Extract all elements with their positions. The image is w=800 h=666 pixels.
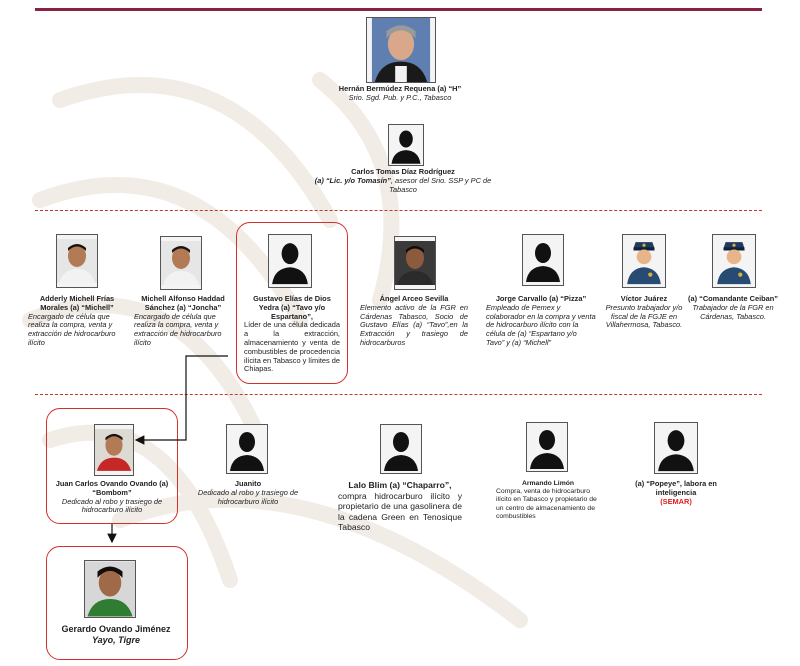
silhouette-icon	[523, 235, 563, 285]
adderly-name: Adderly Michell Frías Morales (a) “Michell”	[39, 294, 115, 312]
silhouette-icon	[389, 125, 423, 165]
police-officer-icon	[713, 235, 755, 287]
portrait-icon	[395, 237, 435, 289]
lalo-name: Lalo Blim (a) “Chaparro”,	[348, 480, 452, 490]
photo-armando	[526, 422, 568, 472]
portrait-icon	[367, 18, 435, 82]
node-ceiban	[688, 295, 778, 321]
photo-gerardo	[84, 560, 136, 618]
jorge-desc: Empleado de Pemex y colaborador en la compra y venta de hidrocarburo ilícito con la célula de (a) “Espartano y/o Tavo” y (a) “Michell”	[486, 302, 596, 347]
photo-michell	[160, 236, 202, 290]
carlos-alias: (a) “Lic. y/o Tomasín”	[314, 175, 391, 185]
photo-angel	[394, 236, 436, 290]
photo-juanito	[226, 424, 268, 474]
node-lalo	[338, 480, 462, 533]
juancarlos-desc: Dedicado al robo y trasiego de hidrocarburo ilícito	[61, 496, 163, 515]
node-juanito	[192, 480, 304, 506]
photo-juancarlos	[94, 424, 134, 476]
divider-1	[35, 210, 762, 211]
silhouette-icon	[227, 425, 267, 473]
popeye-name: (a) “Popeye”, labora en inteligencia	[635, 479, 717, 497]
juanito-desc: Dedicado al robo y trasiego de hidrocarburo ilícito	[197, 487, 299, 506]
victor-desc: Presunto trabajador y/o fiscal de la FGJE en Villahermosa, Tabasco.	[605, 302, 683, 330]
silhouette-icon	[655, 423, 697, 473]
jorge-name: Jorge Carvallo (a) “Pizza”	[495, 294, 587, 303]
photo-ceiban	[712, 234, 756, 288]
node-gerardo	[50, 624, 182, 646]
photo-gustavo	[268, 234, 312, 288]
node-hernan	[300, 85, 500, 103]
node-juancarlos	[54, 480, 170, 515]
portrait-icon	[95, 425, 133, 475]
photo-victor	[622, 234, 666, 288]
portrait-icon	[161, 237, 201, 289]
ceiban-desc: Trabajador de la FGR en Cárdenas, Tabasco.	[692, 302, 774, 321]
node-angel	[360, 295, 468, 348]
divider-2	[35, 394, 762, 395]
photo-hernan	[366, 17, 436, 83]
popeye-org: (SEMAR)	[660, 496, 692, 506]
portrait-icon	[57, 235, 97, 287]
carlos-role: , asesor del Srio. SSP y PC de Tabasco	[389, 175, 492, 194]
angel-desc: Elemento activo de la FGR en Cárdenas Tabasco, Socio de Gustavo Elías (a) “Tavo”,en la Extracción y trasiego de hidrocarburos	[360, 302, 468, 347]
photo-adderly	[56, 234, 98, 288]
portrait-icon	[85, 561, 135, 617]
node-jorge	[486, 295, 596, 348]
node-carlos	[308, 168, 498, 194]
juanito-name: Juanito	[234, 479, 262, 488]
adderly-desc: Encargado de célula que realiza la compra, venta y extracción de hidrocarburo ilícito	[28, 311, 116, 347]
ceiban-name: (a) “Comandante Ceiban”	[688, 294, 778, 303]
juancarlos-name: Juan Carlos Ovando Ovando (a) “Bombom”	[55, 479, 169, 497]
hernan-name: Hernán Bermúdez Requena (a) “H”	[338, 84, 462, 93]
node-adderly	[28, 295, 126, 348]
armando-name: Armando Limón	[521, 480, 575, 487]
police-officer-icon	[623, 235, 665, 287]
gerardo-name: Gerardo Ovando Jiménez	[61, 624, 171, 634]
photo-jorge	[522, 234, 564, 286]
silhouette-icon	[381, 425, 421, 473]
silhouette-icon	[269, 235, 311, 287]
silhouette-icon	[527, 423, 567, 471]
node-michell	[134, 295, 232, 348]
node-gustavo	[244, 295, 340, 374]
michell-desc: Encargado de célula que realiza la compra, venta y extracción de hidrocarburo ilícito	[134, 311, 222, 347]
gustavo-desc: Líder de una célula dedicada a la extracción, almacenamiento y venta de combustibles de procedencia ilícita en Tabasco y límites de Chiapas.	[244, 320, 340, 374]
angel-name: Ángel Arceo Sevilla	[379, 294, 449, 303]
header-bar	[35, 8, 762, 11]
node-popeye	[630, 480, 722, 506]
photo-lalo	[380, 424, 422, 474]
node-victor	[602, 295, 686, 330]
gerardo-alias: Yayo, Tigre	[91, 635, 141, 645]
armando-desc: Compra, venta de hidrocarburo ilícito en Tabasco y propietario de un centro de almacenamiento de combustibles	[496, 488, 597, 520]
victor-name: Víctor Juárez	[620, 294, 668, 303]
gustavo-name: Gustavo Elías de Dios Yedra (a) “Tavo y/o Espartano”,	[253, 294, 331, 321]
michell-name: Michell Alfonso Haddad Sánchez (a) “Joncha”	[141, 294, 225, 312]
node-armando	[496, 480, 600, 521]
carlos-name: Carlos Tomas Díaz Rodríguez	[351, 167, 455, 176]
photo-popeye	[654, 422, 698, 474]
hernan-role: Srio. Sgd. Pub. y P.C., Tabasco	[348, 92, 452, 102]
lalo-desc: compra hidrocarburo ilícito y propietario de una gasolinera de la cadena Green en Tenosique Tabasco	[338, 490, 462, 533]
photo-carlos	[388, 124, 424, 166]
